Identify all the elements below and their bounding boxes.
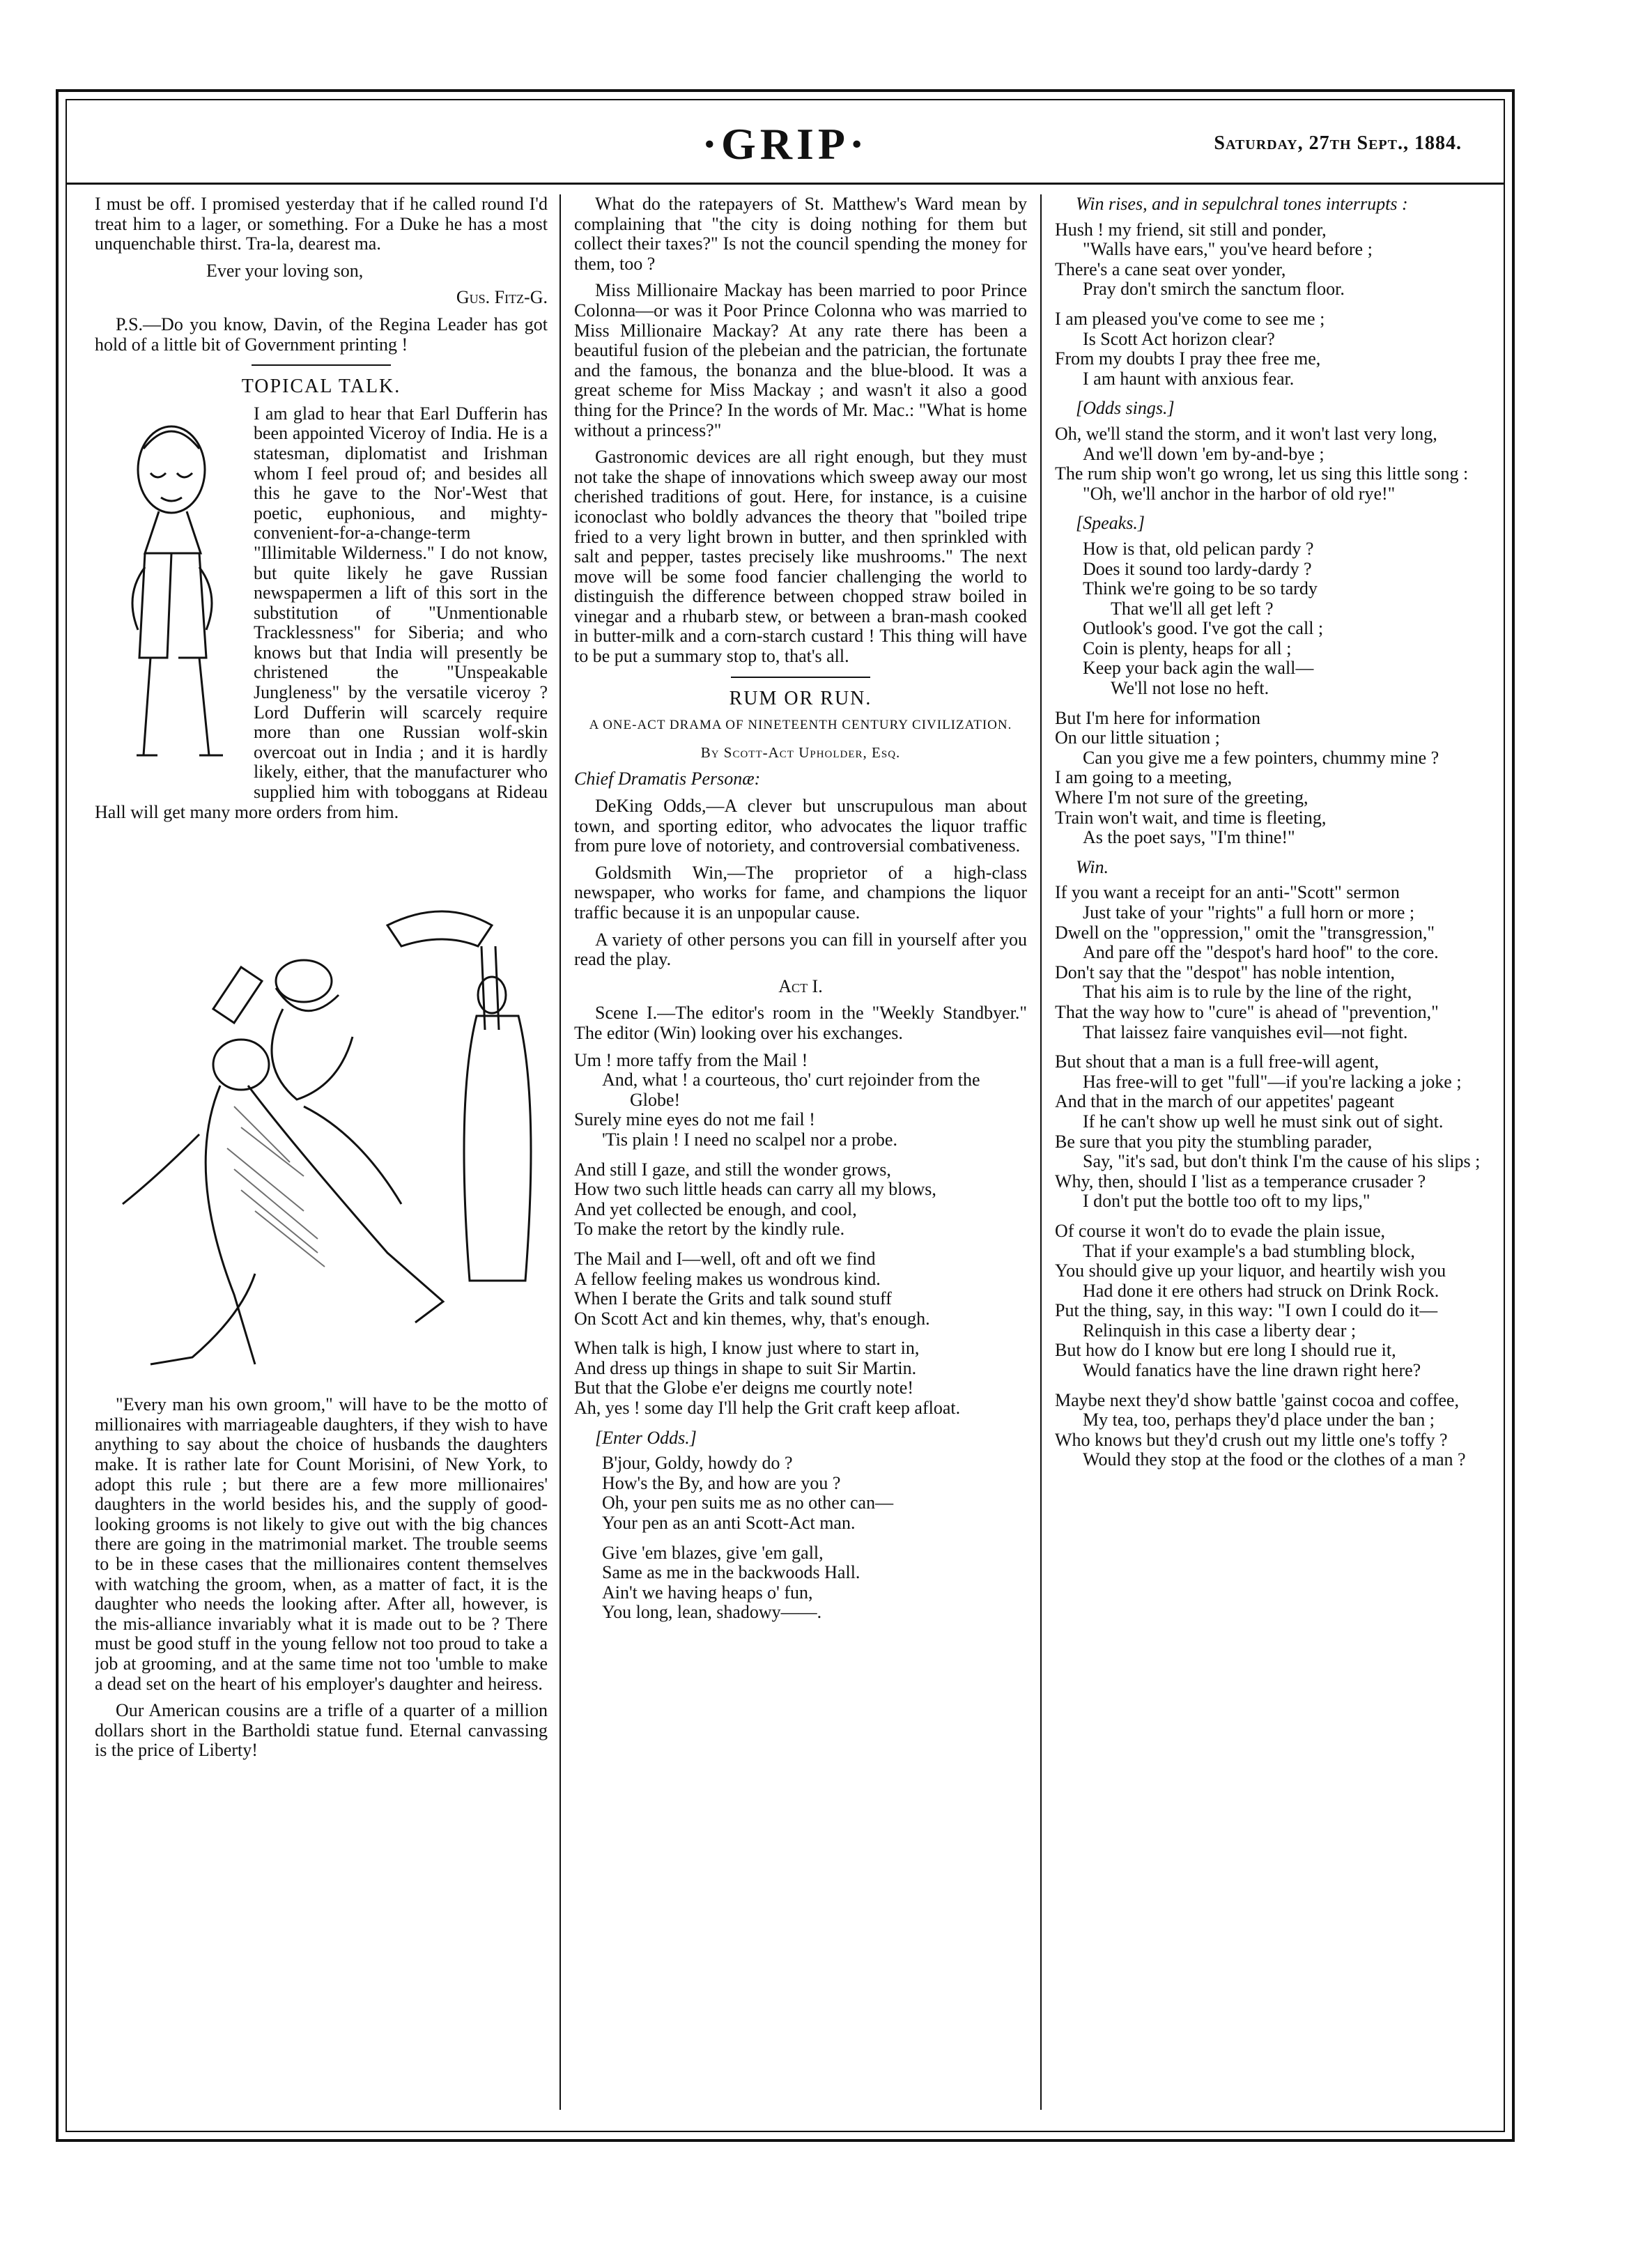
verse-line: But shout that a man is a full free-will agent,: [1055, 1051, 1379, 1072]
verse-line: Where I'm not sure of the greeting,: [1055, 787, 1309, 808]
verse-line: You long, lean, shadowy——.: [602, 1602, 822, 1623]
verse-line: But I'm here for information: [1055, 707, 1260, 728]
verse-line: Maybe next they'd show battle 'gainst cocoa and coffee,: [1055, 1389, 1459, 1410]
verse-stanza: [574, 1543, 1027, 1623]
verse-line: Why, then, should I 'list as a temperance crusader ?: [1055, 1171, 1426, 1191]
letter-closing: Ever your loving son,: [206, 260, 364, 281]
column-rule-2: [1040, 194, 1042, 2110]
column-3: [1055, 194, 1508, 2113]
verse-line: And dress up things in shape to suit Sir Martin.: [574, 1357, 917, 1378]
verse-line: Coin is plenty, heaps for all ;: [1083, 638, 1292, 658]
stage-direction: Win rises, and in sepulchral tones interrupts :: [1076, 194, 1408, 214]
verse-line: Put the thing, say, in this way: "I own I could do it—: [1055, 1300, 1438, 1321]
stage-direction: [Odds sings.]: [1076, 398, 1175, 419]
verse-line: Outlook's good. I've got the call ;: [1083, 618, 1324, 639]
verse-line: The rum ship won't go wrong, let us sing this little song :: [1055, 463, 1469, 484]
verse-line: Be sure that you pity the stumbling parader,: [1055, 1131, 1373, 1152]
topical-talk-paragraph: Our American cousins are a trifle of a quarter of a million dollars short in the Bartholdi statue fund. Eternal canvassing is the price of Liberty!: [95, 1700, 548, 1761]
verse-line: We'll not lose no heft.: [1111, 678, 1269, 699]
verse-line: Can you give me a few pointers, chummy mine ?: [1083, 747, 1439, 768]
verse-line: My tea, too, perhaps they'd place under the ban ;: [1083, 1410, 1435, 1430]
letter-signature: Gus. Fitz-G.: [456, 287, 548, 308]
topical-talk-paragraph: Gastronomic devices are all right enough, but they must not take the shape of innovations which sweep away our most cherished traditions of gout. Here, for instance, is a cuisine iconoclast who boldly advances the theory that "boiled tripe fried to a very light brown in butter, and then sprinkled with salt and pepper, tastes precisely like mushrooms." The next move will be some food fancier challenging the world to distinguish the difference between chopped straw boiled in vinegar and a rhubarb stew, or between a bran-mash cooked in butter-milk and a corn-starch custard ! This thing will have to be put a summary stop to, that's all.: [574, 447, 1027, 667]
verse-line: Um ! more taffy from the Mail !: [574, 1049, 808, 1070]
verse-line: Keep your back agin the wall—: [1083, 658, 1314, 679]
verse-line: "Oh, we'll anchor in the harbor of old rye!": [1083, 483, 1396, 504]
verse-line: If you want a receipt for an anti-"Scott" sermon: [1055, 882, 1400, 903]
letter-paragraph: I must be off. I promised yesterday that if he called round I'd treat him to a lager, or something. For a Duke he has a most unquenchable thirst. Tra-la, dearest ma.: [95, 194, 548, 254]
verse-stanza: [1055, 883, 1508, 1042]
verse-line: On Scott Act and kin themes, why, that's enough.: [574, 1308, 930, 1329]
drama-title: RUM OR RUN.: [729, 687, 872, 709]
verse-line: And still I gaze, and still the wonder grows,: [574, 1159, 891, 1180]
verse-line: The Mail and I—well, oft and oft we find: [574, 1248, 876, 1269]
dufferin-caricature-illustration: [95, 407, 248, 783]
verse-line: Would they stop at the food or the clothes of a man ?: [1083, 1449, 1466, 1470]
masthead: [67, 100, 1504, 185]
verse-line: If he can't show up well he must sink out of sight.: [1083, 1111, 1444, 1132]
verse-line: I am going to a meeting,: [1055, 767, 1233, 788]
verse-line: Would fanatics have the line drawn right here?: [1083, 1360, 1421, 1381]
verse-stanza: [1055, 1391, 1508, 1470]
verse-line: And we'll down 'em by-and-bye ;: [1083, 443, 1325, 464]
verse-stanza: [1055, 1052, 1508, 1212]
stage-direction: [Enter Odds.]: [595, 1427, 697, 1448]
verse-stanza: [574, 1453, 1027, 1533]
verse-line: But that the Globe e'er deigns me courtly note!: [574, 1378, 913, 1398]
verse-line: From my doubts I pray thee free me,: [1055, 348, 1321, 369]
drama-byline: By Scott-Act Upholder, Esq.: [700, 743, 901, 761]
topical-talk-paragraph: I am glad to hear that Earl Dufferin has been appointed Viceroy of India. He is a statesman, diplomatist and Irishman whom I feel proud of; and besides all this he gave to the Nor'-West that poetic, euphonious, and mighty-convenient-for-a-change-term "Illimitable Wilderness." I do not know, but quite likely he gave Russian newspapermen a lift of this sort in the substitution of "Unmentionable Tracklessness" for Siberia; and who knows but that India will presently be christened the "Unspeakable Jungleness" by the versatile viceroy ? Lord Dufferin will scarcely require more than one Russian wolf-skin overcoat out in India ; and it is hardly likely, either, that the manufacturer who supplied him with toboggans at Rideau Hall will get many more orders from him.: [95, 403, 548, 822]
verse-line: I am pleased you've come to see me ;: [1055, 308, 1325, 329]
verse-line: Ah, yes ! some day I'll help the Grit craft keep afloat.: [574, 1398, 961, 1419]
verse-line: I am haunt with anxious fear.: [1083, 368, 1295, 389]
verse-line: "Walls have ears," you've heard before ;: [1083, 239, 1373, 260]
verse-line: And pare off the "despot's hard hoof" to the core.: [1083, 942, 1439, 963]
column-1: [95, 194, 548, 2113]
verse-stanza: [1055, 1221, 1508, 1381]
dramatis-personae-heading: Chief Dramatis Personæ:: [574, 769, 761, 789]
verse-stanza: [1055, 309, 1508, 389]
verse-line: As the poet says, "I'm thine!": [1083, 827, 1295, 848]
topical-talk-paragraph: What do the ratepayers of St. Matthew's Ward mean by complaining that "the city is doing nothing for them but collect their taxes?" Is not the council spending the money for them, too ?: [574, 194, 1027, 274]
verse-line: On our little situation ;: [1055, 727, 1220, 748]
column-rule-1: [559, 194, 561, 2110]
topical-talk-heading: TOPICAL TALK.: [241, 376, 401, 398]
verse-line: Just take of your "rights" a full horn or more ;: [1083, 902, 1415, 923]
verse-line: That we'll all get left ?: [1111, 598, 1274, 619]
verse-line: Think we're going to be so tardy: [1083, 578, 1318, 599]
elopement-cartoon-illustration: [95, 842, 548, 1378]
verse-stanza: [574, 1338, 1027, 1418]
verse-line: Relinquish in this case a liberty dear ;: [1083, 1320, 1357, 1341]
verse-line: That if your example's a bad stumbling block,: [1083, 1240, 1415, 1261]
topical-talk-paragraph: Miss Millionaire Mackay has been married to poor Prince Colonna—or was it Poor Prince Colonna who was married to Miss Millionaire Mackay? At any rate there has been a beautiful fusion of the plebeian and the patrician, the fortunate and the famous, the bonanza and the blue-blood. It was a great scheme for Miss Mackay ; and wasn't it also a good thing for the Prince? In the words of Mr. Mac.: "What is home without a princess?": [574, 280, 1027, 440]
verse-line: Of course it won't do to evade the plain issue,: [1055, 1220, 1386, 1241]
verse-stanza: [1055, 709, 1508, 848]
verse-line: When I berate the Grits and talk sound stuff: [574, 1288, 892, 1309]
verse-line: Surely mine eyes do not me fail !: [574, 1109, 815, 1130]
verse-line: Give 'em blazes, give 'em gall,: [602, 1542, 824, 1563]
topical-talk-paragraph: "Every man his own groom," will have to be the motto of millionaires with marriageable daughters, if they wish to have anything to say about the choice of husbands the daughters make. It is rather late for Count Morisini, of New York, to adopt this rule ; but there are a few more millionaires' daughters in the world besides his, and the supply of good-looking grooms is not likely to give out with the big chances there are going in the matrimonial market. The trouble seems to be in these cases that the millionaires content themselves with watching the groom, when, as a matter of fact, it is the daughter who needs the looking after. After all, however, is the mis-alliance invariably what it is made out to be ? There must be good stuff in the young fellow not too proud to take a job at grooming, and at the same time not too 'umble to make a dead set on the heart of his employer's daughter and heiress.: [95, 1394, 548, 1694]
stage-direction: Win.: [1076, 856, 1109, 877]
verse-stanza: [574, 1051, 1027, 1150]
verse-line: Your pen as an anti Scott-Act man.: [602, 1513, 856, 1534]
verse-line: But how do I know but ere long I should rue it,: [1055, 1340, 1396, 1361]
dramatis-persona: Goldsmith Win,—The proprietor of a high-class newspaper, who works for fame, and champions the liquor traffic because it is an unpopular cause.: [574, 862, 1027, 923]
verse-stanza: [574, 1160, 1027, 1240]
verse-line: Oh, we'll stand the storm, and it won't last very long,: [1055, 423, 1437, 444]
verse-line: A fellow feeling makes us wondrous kind.: [574, 1268, 881, 1289]
verse-line: Same as me in the backwoods Hall.: [602, 1562, 860, 1583]
letter-postscript: P.S.—Do you know, Davin, of the Regina Leader has got hold of a little bit of Government printing !: [95, 314, 548, 355]
verse-line: Say, "it's sad, but don't think I'm the cause of his slips ;: [1083, 1151, 1481, 1172]
newspaper-page: [56, 89, 1515, 2142]
stage-direction: [Speaks.]: [1076, 513, 1145, 534]
verse-line: You should give up your liquor, and heartily wish you: [1055, 1260, 1446, 1281]
verse-line: And yet collected be enough, and cool,: [574, 1198, 857, 1219]
verse-line: Train won't wait, and time is fleeting,: [1055, 807, 1327, 828]
act-heading: Act I.: [778, 975, 823, 996]
verse-line: To make the retort by the kindly rule.: [574, 1219, 845, 1240]
verse-line: When talk is high, I know just where to start in,: [574, 1338, 920, 1359]
verse-line: Don't say that the "despot" has noble intention,: [1055, 962, 1396, 982]
verse-line: How two such little heads can carry all my blows,: [574, 1179, 936, 1200]
dramatis-persona: A variety of other persons you can fill in yourself after you read the play.: [574, 929, 1027, 970]
verse-line: How is that, old pelican pardy ?: [1083, 538, 1314, 559]
verse-line: Hush ! my friend, sit still and ponder,: [1055, 219, 1327, 240]
verse-stanza: [1055, 539, 1508, 699]
verse-stanza: [1055, 220, 1508, 300]
column-2: [574, 194, 1027, 2113]
verse-line: I don't put the bottle too oft to my lips,": [1083, 1191, 1371, 1212]
masthead-title: ·GRIP·: [702, 119, 869, 169]
verse-line: That the way how to "cure" is ahead of "prevention,": [1055, 1001, 1439, 1022]
verse-line: Dwell on the "oppression," omit the "transgression,": [1055, 922, 1435, 943]
verse-stanza: [1055, 424, 1508, 504]
verse-line: Oh, your pen suits me as no other can—: [602, 1492, 894, 1513]
verse-line: Has free-will to get "full"—if you're lacking a joke ;: [1083, 1071, 1462, 1092]
verse-line: That laissez faire vanquishes evil—not fight.: [1083, 1021, 1408, 1042]
verse-line: There's a cane seat over yonder,: [1055, 259, 1286, 279]
verse-line: Who knows but they'd crush out my little one's toffy ?: [1055, 1429, 1448, 1450]
dramatis-persona: DeKing Odds,—A clever but unscrupulous man about town, and sporting editor, who advocates the liquor traffic from pure love of notoriety, and controversial combativeness.: [574, 796, 1027, 856]
scene-direction: Scene I.—The editor's room in the "Weekly Standbyer." The editor (Win) looking over his exchanges.: [574, 1003, 1027, 1043]
verse-line: Pray don't smirch the sanctum floor.: [1083, 279, 1345, 300]
page-border: [65, 99, 1505, 2132]
verse-line: Is Scott Act horizon clear?: [1083, 328, 1275, 349]
verse-line: That his aim is to rule by the line of the right,: [1083, 982, 1412, 1003]
verse-line: B'jour, Goldy, howdy do ?: [602, 1453, 793, 1474]
verse-line: Ain't we having heaps o' fun,: [602, 1582, 813, 1603]
verse-stanza: [574, 1249, 1027, 1329]
verse-line: Does it sound too lardy-dardy ?: [1083, 558, 1312, 579]
verse-line: How's the By, and how are you ?: [602, 1472, 841, 1493]
verse-line: And, what ! a courteous, tho' curt rejoinder from the Globe!: [602, 1070, 980, 1110]
section-divider: [731, 677, 870, 678]
masthead-date: Saturday, 27th Sept., 1884.: [1214, 132, 1462, 154]
section-divider: [252, 364, 391, 366]
verse-line: 'Tis plain ! I need no scalpel nor a probe.: [602, 1129, 897, 1150]
verse-line: And that in the march of our appetites' pageant: [1055, 1091, 1394, 1112]
verse-line: Had done it ere others had struck on Drink Rock.: [1083, 1280, 1439, 1301]
drama-subtitle: A ONE-ACT DRAMA OF NINETEENTH CENTURY CIVILIZATION.: [589, 718, 1012, 733]
